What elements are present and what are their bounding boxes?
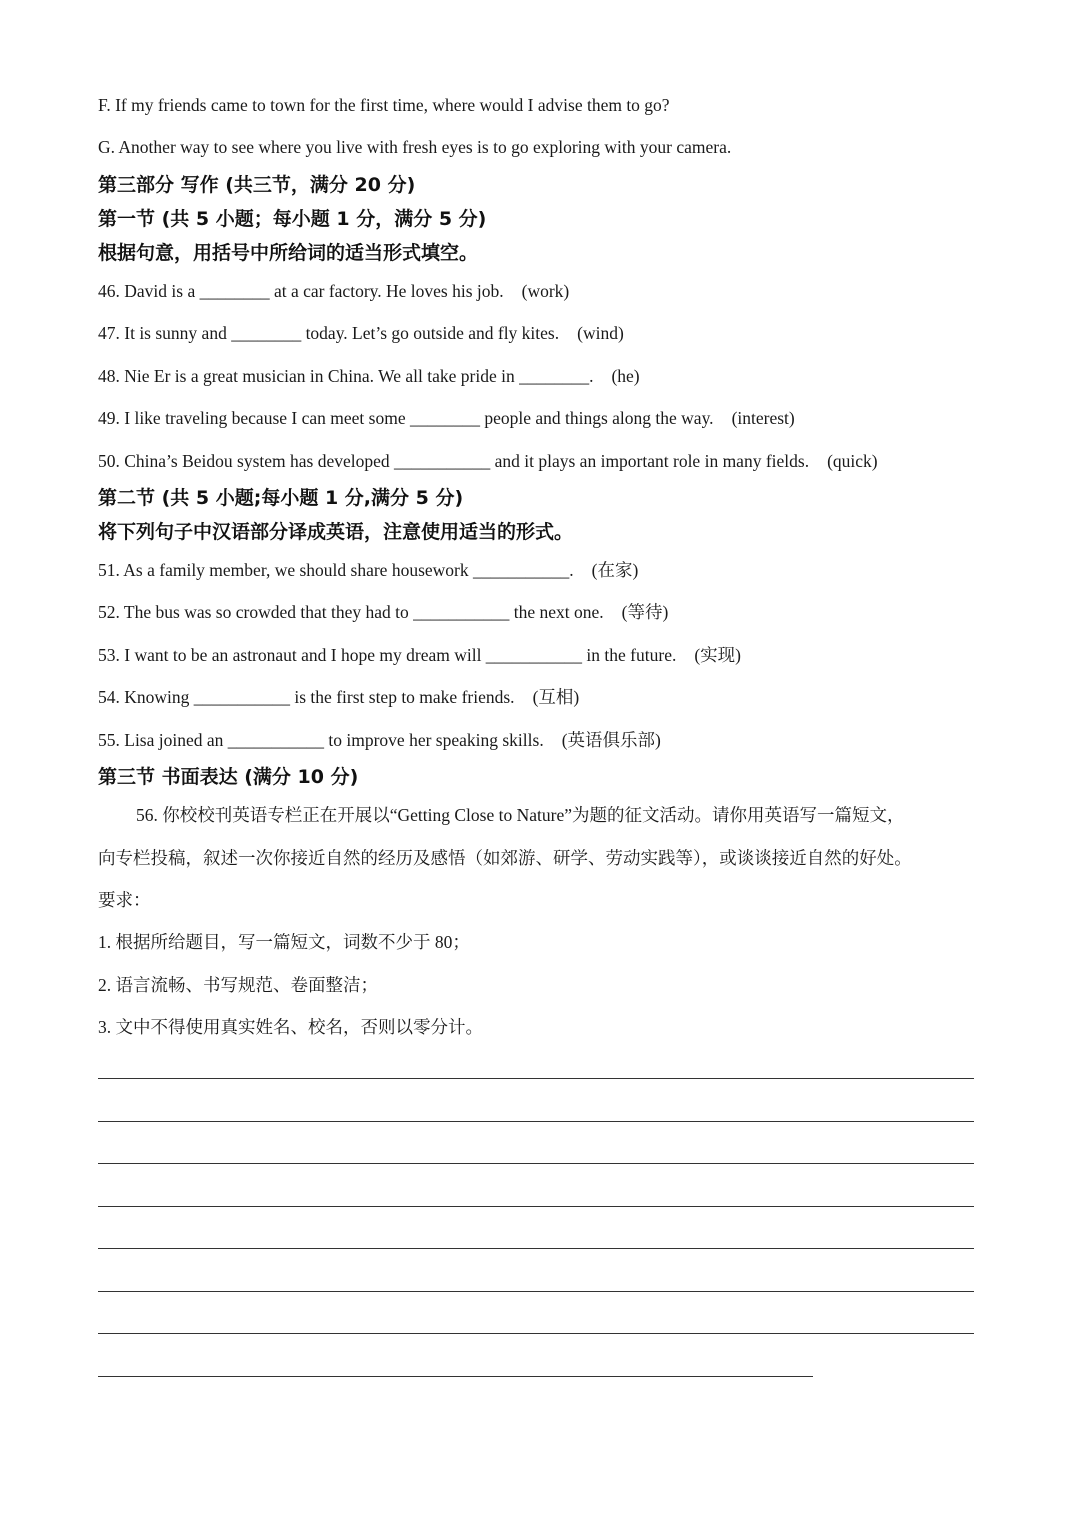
writing-prompt-line1: 56. 你校校刊英语专栏正在开展以“Getting Close to Nature”为题的征文活动。请你用英语写一篇短文，: [136, 805, 905, 825]
writing-line[interactable]: [98, 1248, 974, 1249]
question-53: [98, 644, 741, 666]
writing-line[interactable]: [98, 1206, 974, 1207]
section3-title: 第三节 书面表达 (满分 10 分): [98, 766, 359, 788]
question-48: [98, 365, 640, 387]
question-hint: (互相): [532, 687, 580, 707]
section2-instruction: 将下列句子中汉语部分译成英语，注意使用适当的形式。: [98, 521, 574, 543]
option-g: G. Another way to see where you live with fresh eyes is to go exploring with your camera.: [98, 137, 732, 157]
part3-title: 第三部分 写作 (共三节，满分 20 分): [98, 174, 416, 196]
question-50: [98, 450, 878, 472]
writing-line[interactable]: [98, 1376, 813, 1377]
question-text: 52. The bus was so crowded that they had to ___________ the next one.: [98, 602, 604, 622]
question-hint: (实现): [694, 645, 741, 665]
writing-line[interactable]: [98, 1333, 974, 1334]
question-52: [98, 601, 668, 623]
question-hint: (等待): [621, 602, 669, 622]
section1-title: 第一节 (共 5 小题；每小题 1 分，满分 5 分): [98, 208, 487, 230]
section2-title: 第二节 (共 5 小题;每小题 1 分,满分 5 分): [98, 487, 464, 509]
writing-line[interactable]: [98, 1078, 974, 1079]
question-51: [98, 559, 638, 581]
question-text: 53. I want to be an astronaut and I hope my dream will ___________ in the future.: [98, 645, 677, 665]
writing-line[interactable]: [98, 1163, 974, 1164]
question-hint: (interest): [731, 408, 795, 428]
question-hint: (he): [611, 366, 640, 386]
requirement-item: 1. 根据所给题目，写一篇短文，词数不少于 80；: [98, 932, 470, 952]
question-55: [98, 729, 661, 751]
question-49: [98, 407, 795, 429]
question-text: 49. I like traveling because I can meet some ________ people and things along the way.: [98, 408, 714, 428]
question-hint: (quick): [827, 451, 878, 471]
option-f: F. If my friends came to town for the first time, where would I advise them to go?: [98, 95, 670, 115]
question-54: [98, 686, 579, 708]
question-text: 55. Lisa joined an ___________ to improve her speaking skills.: [98, 730, 544, 750]
requirement-item: 3. 文中不得使用真实姓名、校名，否则以零分计。: [98, 1017, 483, 1037]
writing-line[interactable]: [98, 1121, 974, 1122]
question-text: 47. It is sunny and ________ today. Let’s go outside and fly kites.: [98, 323, 560, 343]
question-hint: (wind): [577, 323, 624, 343]
writing-prompt-line2: 向专栏投稿，叙述一次你接近自然的经历及感悟（如郊游、研学、劳动实践等），或谈谈接近自然的好处。: [98, 848, 912, 868]
question-text: 46. David is a ________ at a car factory. He loves his job.: [98, 281, 504, 301]
question-hint: (work): [521, 281, 570, 301]
section1-instruction: 根据句意，用括号中所给词的适当形式填空。: [98, 242, 479, 264]
question-hint: (英语俱乐部): [561, 730, 661, 750]
question-text: 51. As a family member, we should share housework ___________.: [98, 560, 574, 580]
question-text: 50. China’s Beidou system has developed ___________ and it plays an important role in many fields.: [98, 451, 810, 471]
writing-line[interactable]: [98, 1291, 974, 1292]
requirement-item: 2. 语言流畅、书写规范、卷面整洁；: [98, 975, 378, 995]
question-hint: (在家): [591, 560, 639, 580]
question-text: 48. Nie Er is a great musician in China. We all take pride in ________.: [98, 366, 594, 386]
question-47: [98, 322, 624, 344]
question-46: [98, 280, 569, 302]
question-text: 54. Knowing ___________ is the first step to make friends.: [98, 687, 515, 707]
requirements-label: 要求：: [98, 890, 151, 910]
